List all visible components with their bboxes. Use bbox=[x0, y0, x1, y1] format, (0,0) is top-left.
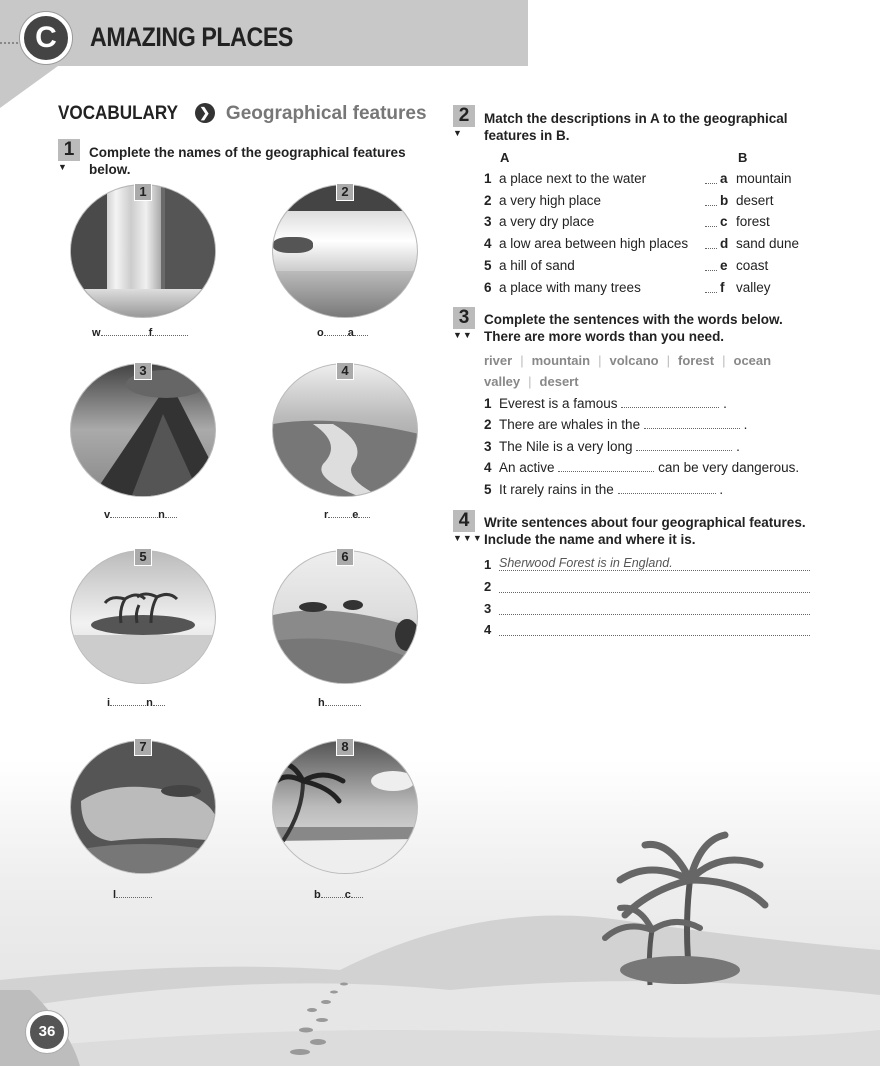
hill-photo bbox=[272, 550, 418, 684]
photo-number: 8 bbox=[336, 738, 354, 756]
section-heading bbox=[58, 103, 427, 125]
sentence-2: 2 There are whales in the . bbox=[484, 417, 748, 432]
sentence-3: 3 The Nile is a very long . bbox=[484, 439, 740, 454]
sentence-5: 5 It rarely rains in the . bbox=[484, 482, 724, 497]
exercise-3-instruction: Complete the sentences with the words below. There are more words than you need. bbox=[484, 312, 783, 344]
sentence-4: 4 An active can be very dangerous. bbox=[484, 460, 800, 475]
page-title: AMAZING PLACES bbox=[90, 22, 293, 52]
writing-line-4[interactable]: 4 bbox=[484, 622, 499, 637]
match-row-a: 6 a place with many trees bbox=[484, 280, 641, 295]
match-row-a: 4 a low area between high places bbox=[484, 236, 689, 251]
answer-blank[interactable] bbox=[705, 172, 717, 184]
answer-blank[interactable] bbox=[705, 194, 717, 206]
writing-line-2[interactable]: 2 bbox=[484, 579, 499, 594]
photo-number: 2 bbox=[336, 183, 354, 201]
writing-line-1: 1 Sherwood Forest is in England. bbox=[484, 557, 499, 572]
gap-fill-4: r e bbox=[324, 509, 370, 521]
photo-number: 3 bbox=[134, 362, 152, 380]
gap-fill-5: i n bbox=[107, 697, 165, 709]
ocean-photo bbox=[272, 184, 418, 318]
match-row-b: c forest bbox=[720, 214, 770, 229]
gap-fill-3: v n bbox=[104, 509, 177, 521]
section-title: VOCABULARY bbox=[58, 103, 179, 124]
lake-photo bbox=[70, 740, 216, 874]
writing-line-3[interactable]: 3 bbox=[484, 601, 499, 616]
match-row-a: 1 a place next to the water bbox=[484, 171, 647, 186]
exercise-number-1: 1 bbox=[58, 139, 80, 161]
photo-number: 6 bbox=[336, 548, 354, 566]
example-answer: Sherwood Forest is in England. bbox=[499, 556, 673, 570]
photo-number: 7 bbox=[134, 738, 152, 756]
answer-blank[interactable] bbox=[705, 215, 717, 227]
difficulty-arrows: ▼ bbox=[453, 128, 463, 138]
match-row-b: f valley bbox=[720, 280, 771, 295]
waterfall-photo bbox=[70, 184, 216, 318]
answer-blank[interactable] bbox=[705, 259, 717, 271]
gap-fill-8: b c bbox=[314, 889, 363, 901]
match-row-b: a mountain bbox=[720, 171, 792, 186]
page-number: 36 bbox=[26, 1011, 68, 1053]
photo-number: 5 bbox=[134, 548, 152, 566]
header-band bbox=[0, 0, 528, 110]
exercise-number-2: 2 bbox=[453, 105, 475, 127]
exercise-2-instruction: Match the descriptions in A to the geographical features in B. bbox=[484, 111, 788, 143]
gap-fill-6: h bbox=[318, 697, 361, 709]
gap-fill-1: w f bbox=[92, 327, 188, 339]
match-row-a: 2 a very high place bbox=[484, 193, 602, 208]
match-row-b: b desert bbox=[720, 193, 774, 208]
match-row-b: d sand dune bbox=[720, 236, 800, 251]
beach-photo bbox=[272, 740, 418, 874]
volcano-photo bbox=[70, 363, 216, 497]
section-subtitle: Geographical features bbox=[225, 103, 427, 124]
island-photo bbox=[70, 550, 216, 684]
answer-blank[interactable] bbox=[705, 281, 717, 293]
difficulty-arrows: ▼▼▼ bbox=[453, 533, 483, 543]
photo-number: 1 bbox=[134, 183, 152, 201]
exercise-4-instruction: Write sentences about four geographical features. Include the name and where it is. bbox=[484, 515, 806, 547]
match-row-b: e coast bbox=[720, 258, 769, 273]
gap-fill-7: l bbox=[113, 889, 152, 901]
exercise-number-3: 3 bbox=[453, 307, 475, 329]
exercise-number-4: 4 bbox=[453, 510, 475, 532]
match-row-a: 3 a very dry place bbox=[484, 214, 595, 229]
photo-number: 4 bbox=[336, 362, 354, 380]
match-row-a: 5 a hill of sand bbox=[484, 258, 575, 273]
difficulty-arrows: ▼▼ bbox=[453, 330, 473, 340]
answer-blank[interactable] bbox=[705, 237, 717, 249]
river-photo bbox=[272, 363, 418, 497]
word-box: river | mountain | volcano | forest | ocean valley | desert bbox=[484, 353, 772, 389]
chevron-right-icon: ❯ bbox=[195, 103, 215, 123]
difficulty-arrows: ▼ bbox=[58, 162, 68, 172]
exercise-1-instruction: Complete the names of the geographical features below. bbox=[89, 145, 406, 177]
gap-fill-2: o a bbox=[317, 327, 368, 339]
unit-badge: C bbox=[20, 12, 72, 64]
column-b-header: B bbox=[738, 150, 748, 165]
column-a-header: A bbox=[500, 150, 510, 165]
sentence-1: 1 Everest is a famous . bbox=[484, 396, 727, 411]
